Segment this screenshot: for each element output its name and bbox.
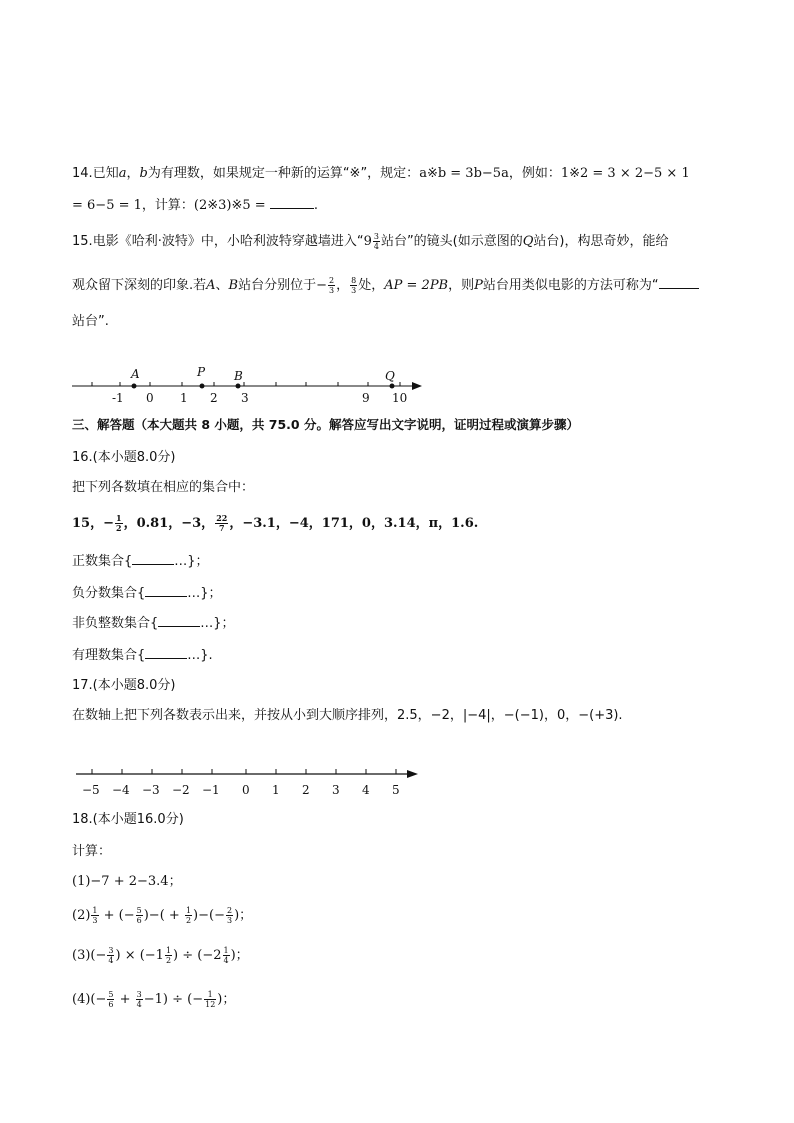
axis-label: 1 bbox=[272, 783, 280, 797]
arrow-head-icon bbox=[412, 382, 422, 390]
q18-part-3: (3)(− $\frac{3}{4}$ ) × (−1 $\frac{1}{2}$ ) ÷ (−2 $\frac{1}{4}$ )； bbox=[72, 946, 249, 965]
q18-intro: 计算： bbox=[72, 844, 112, 859]
tick-label: 2 bbox=[210, 391, 218, 405]
q16-numbers: 15，− $\frac{1}{2}$ ，0.81，−3， $\frac{22}{7}$ ，−3.1，−4，171，0，3.14，π，1.6. bbox=[72, 513, 479, 533]
q14-rule: a※b = 3b−5a bbox=[419, 166, 509, 181]
answer-blank bbox=[145, 646, 187, 659]
q15-line-1: 15.电影《哈利·波特》中，小哈利波特穿越墙进入“9 $\frac{3}{4}$ 站台”的镜头(如示意图的Q站台)，构思奇妙，能给 bbox=[72, 232, 669, 251]
q14-example: 1※2 = 3 × 2−5 × 1 bbox=[560, 166, 690, 181]
axis-label: 3 bbox=[332, 783, 340, 797]
ticks bbox=[92, 769, 396, 774]
ticks bbox=[92, 382, 400, 386]
tick-label: -1 bbox=[112, 391, 124, 405]
tick-label: 3 bbox=[241, 391, 249, 405]
q15-line-3: 站台”. bbox=[72, 314, 109, 329]
q18-part-2: (2) $\frac{1}{3}$ + (− $\frac{5}{6}$ )−( + $\frac{1}{2}$ )−(− $\frac{2}{3}$ )； bbox=[72, 906, 253, 925]
answer-blank bbox=[132, 552, 174, 565]
set-rational: 有理数集合{ …}. bbox=[72, 648, 213, 663]
label-p: P bbox=[197, 365, 206, 379]
q18-part-4: (4)(− $\frac{5}{6}$ + $\frac{3}{4}$ −1) ÷ (− $\frac{1}{12}$ )； bbox=[72, 990, 236, 1009]
q18-part-1: (1)−7 + 2−3.4； bbox=[72, 874, 182, 889]
arrow-head-icon bbox=[407, 770, 418, 778]
axis-label: 4 bbox=[362, 783, 370, 797]
axis-label: −5 bbox=[82, 783, 100, 797]
q14-line-1: 14.已知a，b为有理数，如果规定一种新的运算“※”，规定：a※b = 3b−5a，例如：1※2 = 3 × 2−5 × 1 bbox=[72, 166, 690, 181]
number-line-blank bbox=[70, 762, 430, 802]
axis-label: −1 bbox=[202, 783, 220, 797]
set-positive: 正数集合{ …}； bbox=[72, 554, 209, 569]
axis-label: −2 bbox=[172, 783, 190, 797]
point-a bbox=[132, 384, 137, 389]
b-fraction: $\frac{8}{3}$ bbox=[351, 276, 357, 295]
tick-label: 9 bbox=[362, 391, 370, 405]
axis-label: −4 bbox=[112, 783, 130, 797]
axis-label: 2 bbox=[302, 783, 310, 797]
section-heading: 三、解答题（本大题共 8 小题，共 75.0 分。解答应写出文字说明，证明过程或演算步骤） bbox=[72, 417, 579, 432]
number-line-stations bbox=[66, 362, 426, 410]
answer-blank bbox=[659, 276, 699, 289]
q14-line-2: = 6−5 = 1，计算：(2※3)※5 = . bbox=[72, 198, 318, 213]
q15-line-2: 观众留下深刻的印象.若A、B站台分别位于− $\frac{2}{3}$ ， $\frac{8}{3}$ 处，AP = 2PB，则P站台用类似电影的方法可称为“ bbox=[72, 276, 699, 296]
q15-condition: AP = 2PB bbox=[384, 278, 449, 293]
tick-label: 10 bbox=[392, 391, 408, 405]
answer-blank bbox=[158, 614, 200, 627]
tick-label: 0 bbox=[146, 391, 154, 405]
point-q bbox=[390, 384, 395, 389]
axis-label: 5 bbox=[392, 783, 400, 797]
a-fraction: $\frac{2}{3}$ bbox=[329, 276, 335, 295]
answer-blank bbox=[270, 196, 314, 209]
axis-label: 0 bbox=[242, 783, 250, 797]
q17-header: 17.(本小题8.0分) bbox=[72, 678, 176, 693]
point-b bbox=[236, 384, 241, 389]
q18-header: 18.(本小题16.0分) bbox=[72, 812, 184, 827]
label-q: Q bbox=[385, 369, 395, 383]
q16-intro: 把下列各数填在相应的集合中： bbox=[72, 480, 255, 495]
set-nonneg-integer: 非负整数集合{ …}； bbox=[72, 616, 235, 631]
q16-header: 16.(本小题8.0分) bbox=[72, 450, 176, 465]
q17-text: 在数轴上把下列各数表示出来，并按从小到大顺序排列，2.5，−2，|−4|，−(−1)，0，−(+3). bbox=[72, 708, 623, 723]
station-fraction: $\frac{3}{4}$ bbox=[373, 232, 379, 251]
label-a: A bbox=[131, 367, 140, 381]
answer-blank bbox=[145, 584, 187, 597]
tick-label: 1 bbox=[180, 391, 188, 405]
axis-label: −3 bbox=[142, 783, 160, 797]
q14-task: (2※3)※5 = bbox=[193, 198, 266, 213]
set-negative-fraction: 负分数集合{ …}； bbox=[72, 586, 222, 601]
point-p bbox=[200, 384, 205, 389]
label-b: B bbox=[234, 369, 243, 383]
